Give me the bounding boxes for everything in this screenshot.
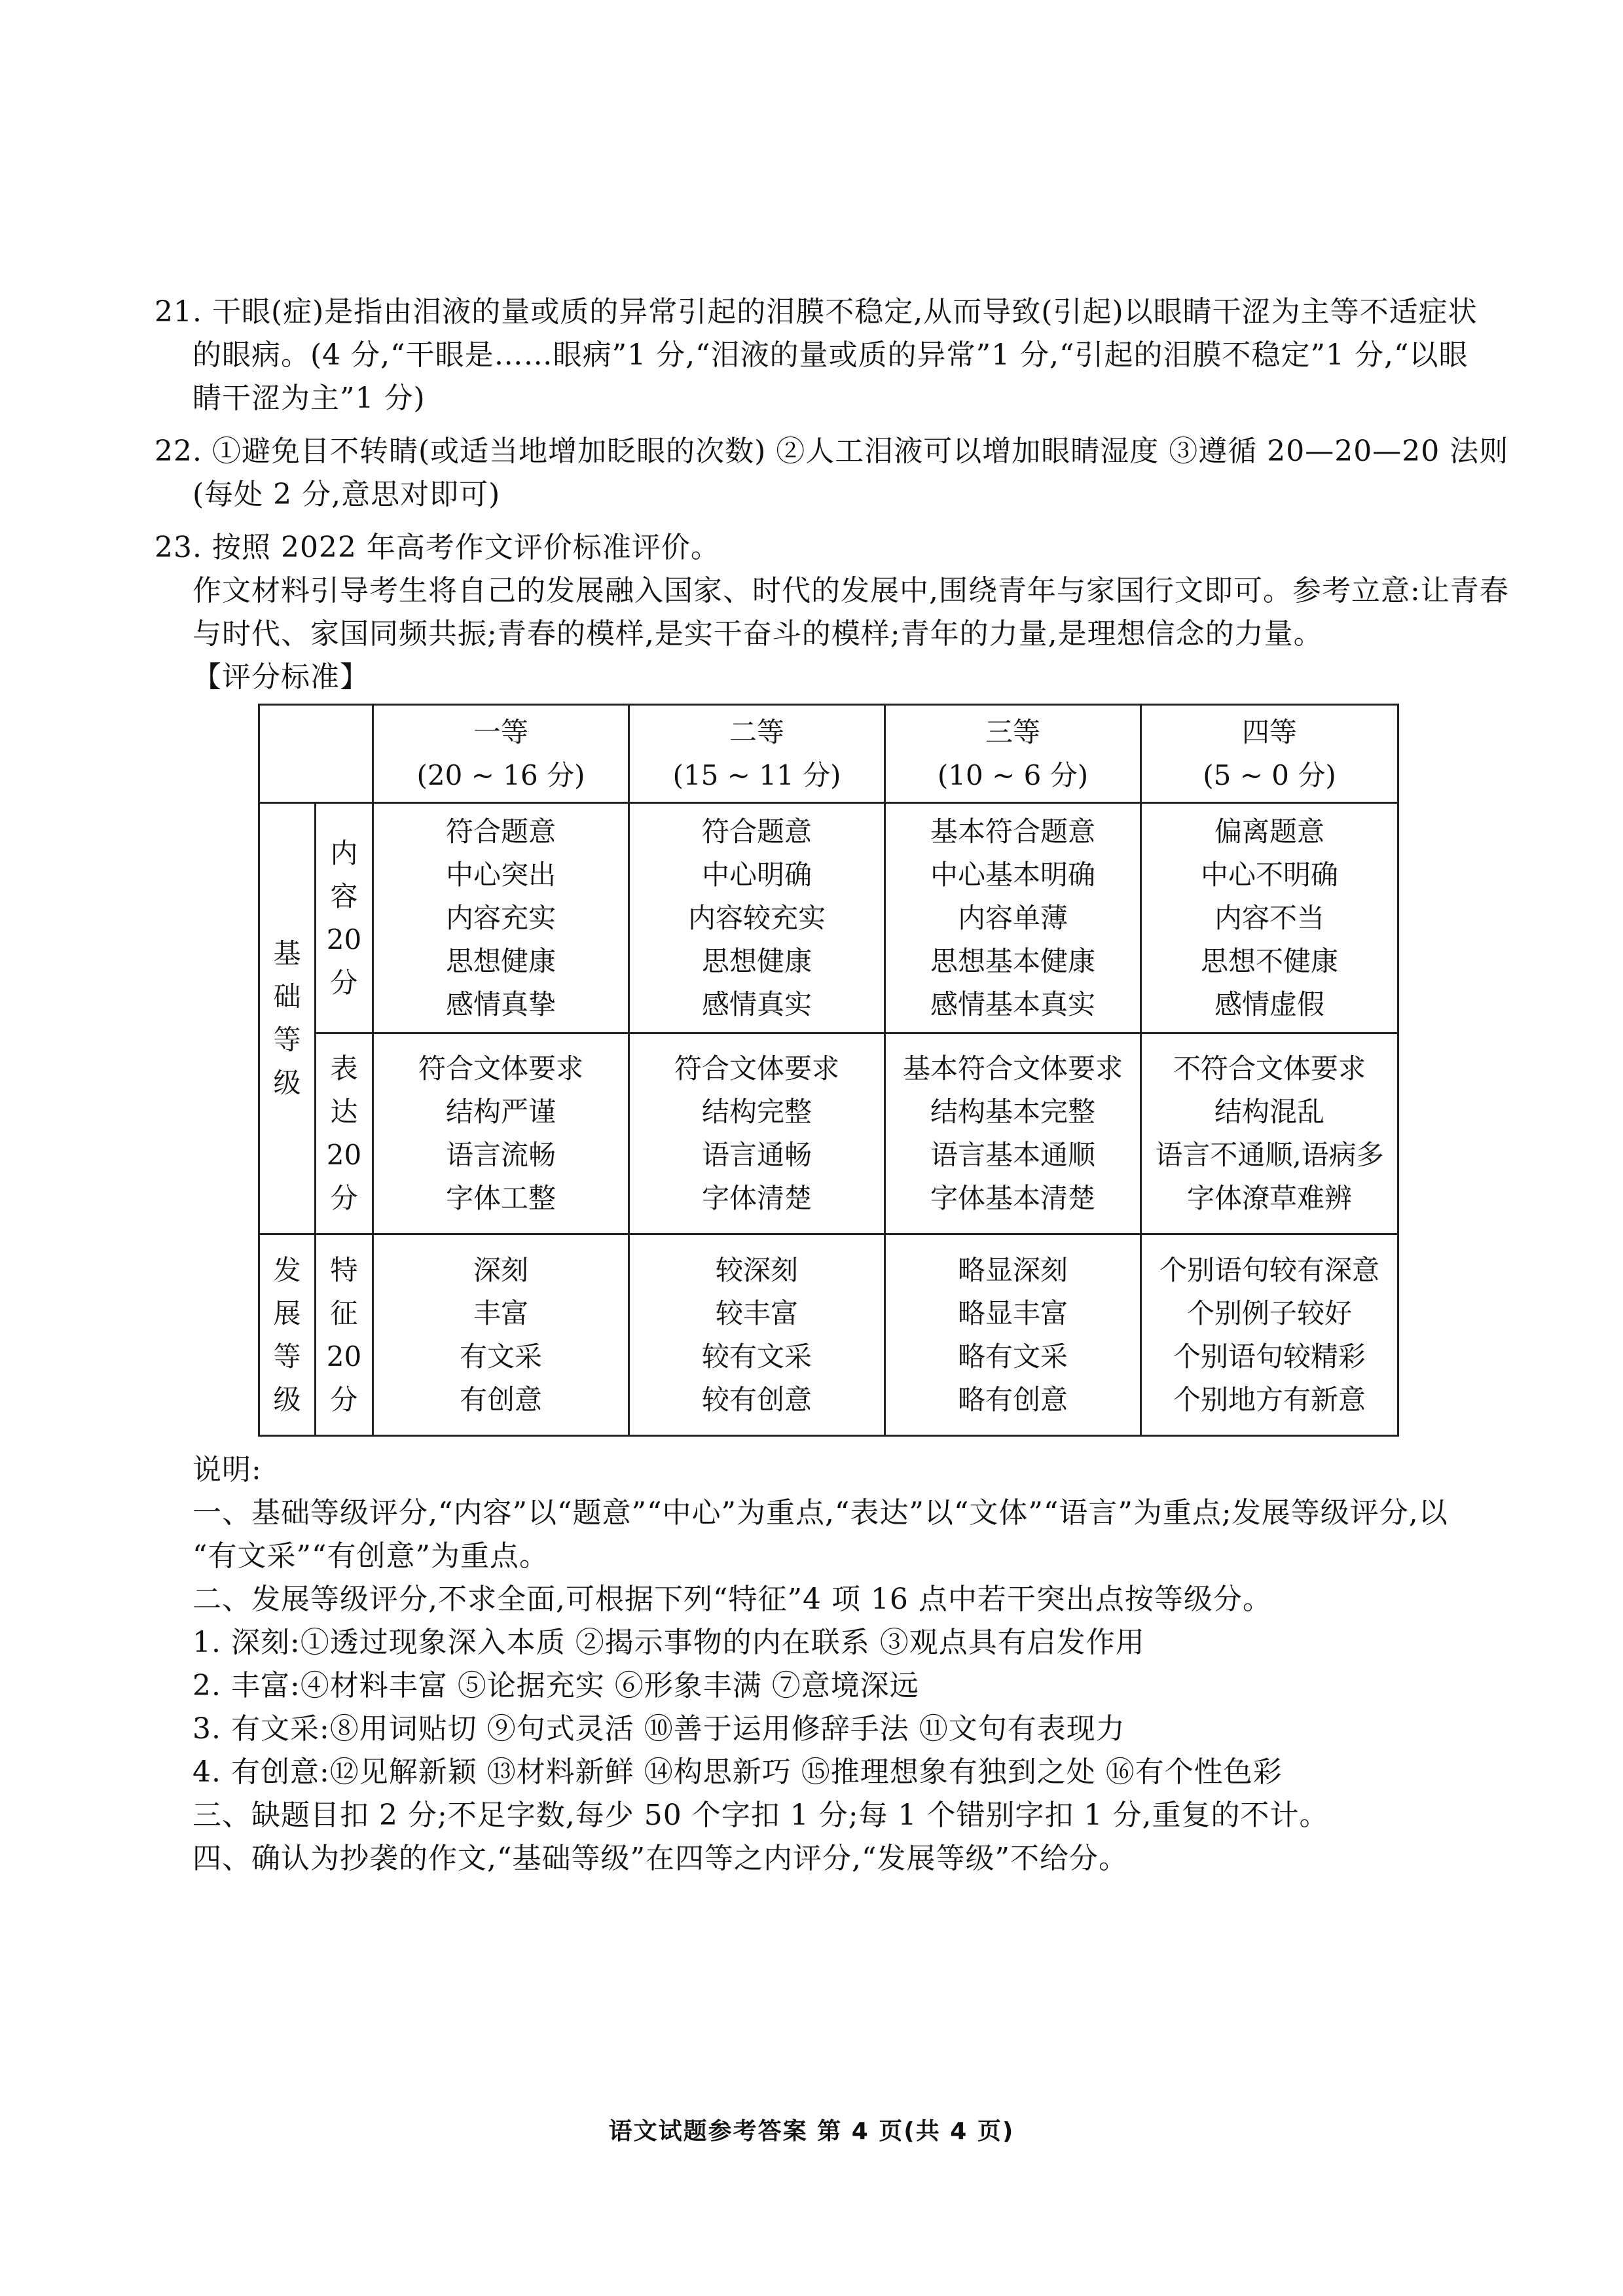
detail-3: 3. 有文采:⑧用词贴切 ⑨句式灵活 ⑩善于运用修辞手法 ⑪文句有表现力	[192, 1712, 1125, 1746]
feature-cell-grade-1	[373, 1234, 629, 1436]
table-header-row	[259, 705, 1398, 803]
cell-line: 感情基本真实	[930, 988, 1095, 1020]
cell-line: 字体基本清楚	[930, 1182, 1095, 1214]
cell-line: 略有创意	[957, 1383, 1068, 1416]
cell-line: 结构严谨	[445, 1096, 556, 1128]
label-char: 表	[330, 1052, 358, 1085]
cell-line: 中心明确	[701, 858, 812, 891]
cell-line: 结构完整	[701, 1096, 812, 1128]
q21-line-1: 21. 干眼(症)是指由泪液的量或质的异常引起的泪膜不稳定,从而导致(引起)以眼睛干涩为主等不适症状	[155, 295, 1478, 329]
expression-cell-grade-3	[885, 1033, 1141, 1234]
label-char: 基	[273, 937, 301, 969]
cell-line: 中心不明确	[1200, 858, 1338, 891]
label-char: 分	[330, 966, 358, 999]
grade-range: (10 ~ 6 分)	[937, 759, 1089, 791]
notes-title: 说明:	[192, 1453, 262, 1486]
cell-line: 感情真实	[701, 988, 812, 1020]
header-grade-3	[885, 705, 1141, 803]
expression-label	[316, 1033, 373, 1234]
expression-cell-grade-1	[373, 1033, 629, 1234]
label-char: 征	[330, 1297, 358, 1329]
feature-label	[316, 1234, 373, 1436]
cell-line: 较深刻	[715, 1253, 798, 1286]
header-grade-2	[629, 705, 885, 803]
grade-range: (15 ~ 11 分)	[672, 759, 841, 791]
cell-line: 丰富	[473, 1297, 528, 1329]
cell-line: 深刻	[473, 1253, 528, 1286]
cell-line: 字体潦草难辨	[1186, 1182, 1352, 1214]
basic-level-label	[259, 803, 316, 1234]
q23-line-2: 作文材料引导考生将自己的发展融入国家、时代的发展中,围绕青年与家国行文即可。参考立意:让青春	[192, 574, 1509, 607]
cell-line: 有创意	[459, 1383, 542, 1416]
detail-1: 1. 深刻:①透过现象深入本质 ②揭示事物的内在联系 ③观点具有启发作用	[192, 1626, 1145, 1659]
label-char: 容	[330, 880, 358, 912]
content-cell-grade-3	[885, 803, 1141, 1033]
cell-line: 个别地方有新意	[1173, 1383, 1366, 1416]
cell-line: 语言不通顺,语病多	[1155, 1139, 1384, 1171]
note-4: 四、确认为抄袭的作文,“基础等级”在四等之内评分,“发展等级”不给分。	[192, 1842, 1128, 1875]
cell-line: 内容单薄	[957, 901, 1068, 934]
detail-2: 2. 丰富:④材料丰富 ⑤论据充实 ⑥形象丰满 ⑦意境深远	[192, 1669, 919, 1702]
q23-line-3: 与时代、家国同频共振;青春的模样,是实干奋斗的模样;青年的力量,是理想信念的力量。	[192, 617, 1323, 651]
cell-line: 思想健康	[445, 944, 556, 977]
label-char: 20	[326, 1139, 362, 1171]
label-char: 级	[273, 1383, 301, 1416]
note-3: 三、缺题目扣 2 分;不足字数,每少 50 个字扣 1 分;每 1 个错别字扣 1 分,重复的不计。	[192, 1799, 1329, 1832]
cell-line: 个别例子较好	[1186, 1297, 1352, 1329]
cell-line: 感情虚假	[1214, 988, 1324, 1020]
cell-line: 不符合文体要求	[1173, 1052, 1366, 1085]
cell-line: 感情真挚	[445, 988, 556, 1020]
header-grade-4	[1141, 705, 1398, 803]
grade-name: 二等	[729, 715, 784, 748]
q21-line-3: 睛干涩为主”1 分)	[192, 382, 426, 415]
cell-line: 符合文体要求	[418, 1052, 583, 1085]
cell-line: 符合题意	[445, 815, 556, 848]
content-cell-grade-1	[373, 803, 629, 1033]
cell-line: 思想健康	[701, 944, 812, 977]
table-row-expression	[259, 1033, 1398, 1234]
feature-cell-grade-4	[1141, 1234, 1398, 1436]
label-char: 发	[273, 1253, 301, 1286]
cell-line: 内容较充实	[687, 901, 826, 934]
cell-line: 思想不健康	[1200, 944, 1338, 977]
label-char: 分	[330, 1182, 358, 1214]
label-char: 达	[330, 1096, 358, 1128]
feature-cell-grade-2	[629, 1234, 885, 1436]
content-cell-grade-2	[629, 803, 885, 1033]
dev-level-label	[259, 1234, 316, 1436]
cell-line: 略显丰富	[957, 1297, 1068, 1329]
cell-line: 语言流畅	[445, 1139, 556, 1171]
q21-line-2: 的眼病。(4 分,“干眼是……眼病”1 分,“泪液的量或质的异常”1 分,“引起的泪膜不稳定”1 分,“以眼	[192, 338, 1468, 372]
cell-line: 中心突出	[445, 858, 556, 891]
feature-cell-grade-3	[885, 1234, 1141, 1436]
cell-line: 较有创意	[701, 1383, 812, 1416]
cell-line: 较丰富	[715, 1297, 798, 1329]
cell-line: 略显深刻	[957, 1253, 1068, 1286]
cell-line: 有文采	[459, 1340, 542, 1372]
cell-line: 语言基本通顺	[930, 1139, 1095, 1171]
expression-cell-grade-4	[1141, 1033, 1398, 1234]
label-char: 20	[326, 1340, 362, 1372]
cell-line: 结构基本完整	[930, 1096, 1095, 1128]
note-1-line-2: “有文采”“有创意”为重点。	[192, 1539, 549, 1573]
header-grade-1	[373, 705, 629, 803]
cell-line: 略有文采	[957, 1340, 1068, 1372]
label-char: 等	[273, 1340, 301, 1372]
cell-line: 符合题意	[701, 815, 812, 848]
cell-line: 语言通畅	[701, 1139, 812, 1171]
grade-name: 一等	[473, 715, 528, 748]
label-char: 础	[273, 980, 301, 1013]
cell-line: 字体工整	[445, 1182, 556, 1214]
label-char: 20	[326, 923, 362, 956]
cell-line: 符合文体要求	[674, 1052, 839, 1085]
header-blank-cell	[259, 705, 373, 803]
note-2: 二、发展等级评分,不求全面,可根据下列“特征”4 项 16 点中若干突出点按等级分。	[192, 1583, 1272, 1616]
grade-range: (5 ~ 0 分)	[1203, 759, 1336, 791]
cell-line: 个别语句较精彩	[1173, 1340, 1366, 1372]
note-1-line-1: 一、基础等级评分,“内容”以“题意”“中心”为重点,“表达”以“文体”“语言”为重点;发展等级评分,以	[192, 1496, 1448, 1530]
label-char: 分	[330, 1383, 358, 1416]
cell-line: 结构混乱	[1214, 1096, 1324, 1128]
detail-4: 4. 有创意:⑫见解新颖 ⑬材料新鲜 ⑭构思新巧 ⑮推理想象有独到之处 ⑯有个性色彩	[192, 1755, 1283, 1789]
content-cell-grade-4	[1141, 803, 1398, 1033]
content-label	[316, 803, 373, 1033]
cell-line: 内容不当	[1214, 901, 1324, 934]
label-char: 级	[273, 1067, 301, 1099]
label-char: 内	[330, 836, 358, 869]
label-char: 等	[273, 1024, 301, 1056]
cell-line: 偏离题意	[1214, 815, 1324, 848]
cell-line: 中心基本明确	[930, 858, 1095, 891]
q22-line-1: 22. ①避免目不转睛(或适当地增加眨眼的次数) ②人工泪液可以增加眼睛湿度 ③遵循 20—20—20 法则	[155, 435, 1509, 468]
page-footer: 语文试题参考答案 第 4 页(共 4 页)	[608, 2118, 1015, 2145]
criteria-title: 【评分标准】	[192, 660, 369, 694]
cell-line: 思想基本健康	[930, 944, 1095, 977]
cell-line: 基本符合题意	[930, 815, 1095, 848]
cell-line: 基本符合文体要求	[902, 1052, 1123, 1085]
expression-cell-grade-2	[629, 1033, 885, 1234]
q22-line-2: (每处 2 分,意思对即可)	[192, 478, 501, 511]
table-row-content	[259, 803, 1398, 1033]
grading-table	[258, 704, 1399, 1437]
cell-line: 字体清楚	[701, 1182, 812, 1214]
grade-range: (20 ~ 16 分)	[416, 759, 585, 791]
grade-name: 四等	[1241, 715, 1297, 748]
grade-name: 三等	[985, 715, 1040, 748]
label-char: 特	[330, 1253, 358, 1286]
cell-line: 较有文采	[701, 1340, 812, 1372]
cell-line: 个别语句较有深意	[1159, 1253, 1379, 1286]
label-char: 展	[273, 1297, 301, 1329]
cell-line: 内容充实	[445, 901, 556, 934]
q23-line-1: 23. 按照 2022 年高考作文评价标准评价。	[155, 531, 720, 564]
table-row-feature	[259, 1234, 1398, 1436]
